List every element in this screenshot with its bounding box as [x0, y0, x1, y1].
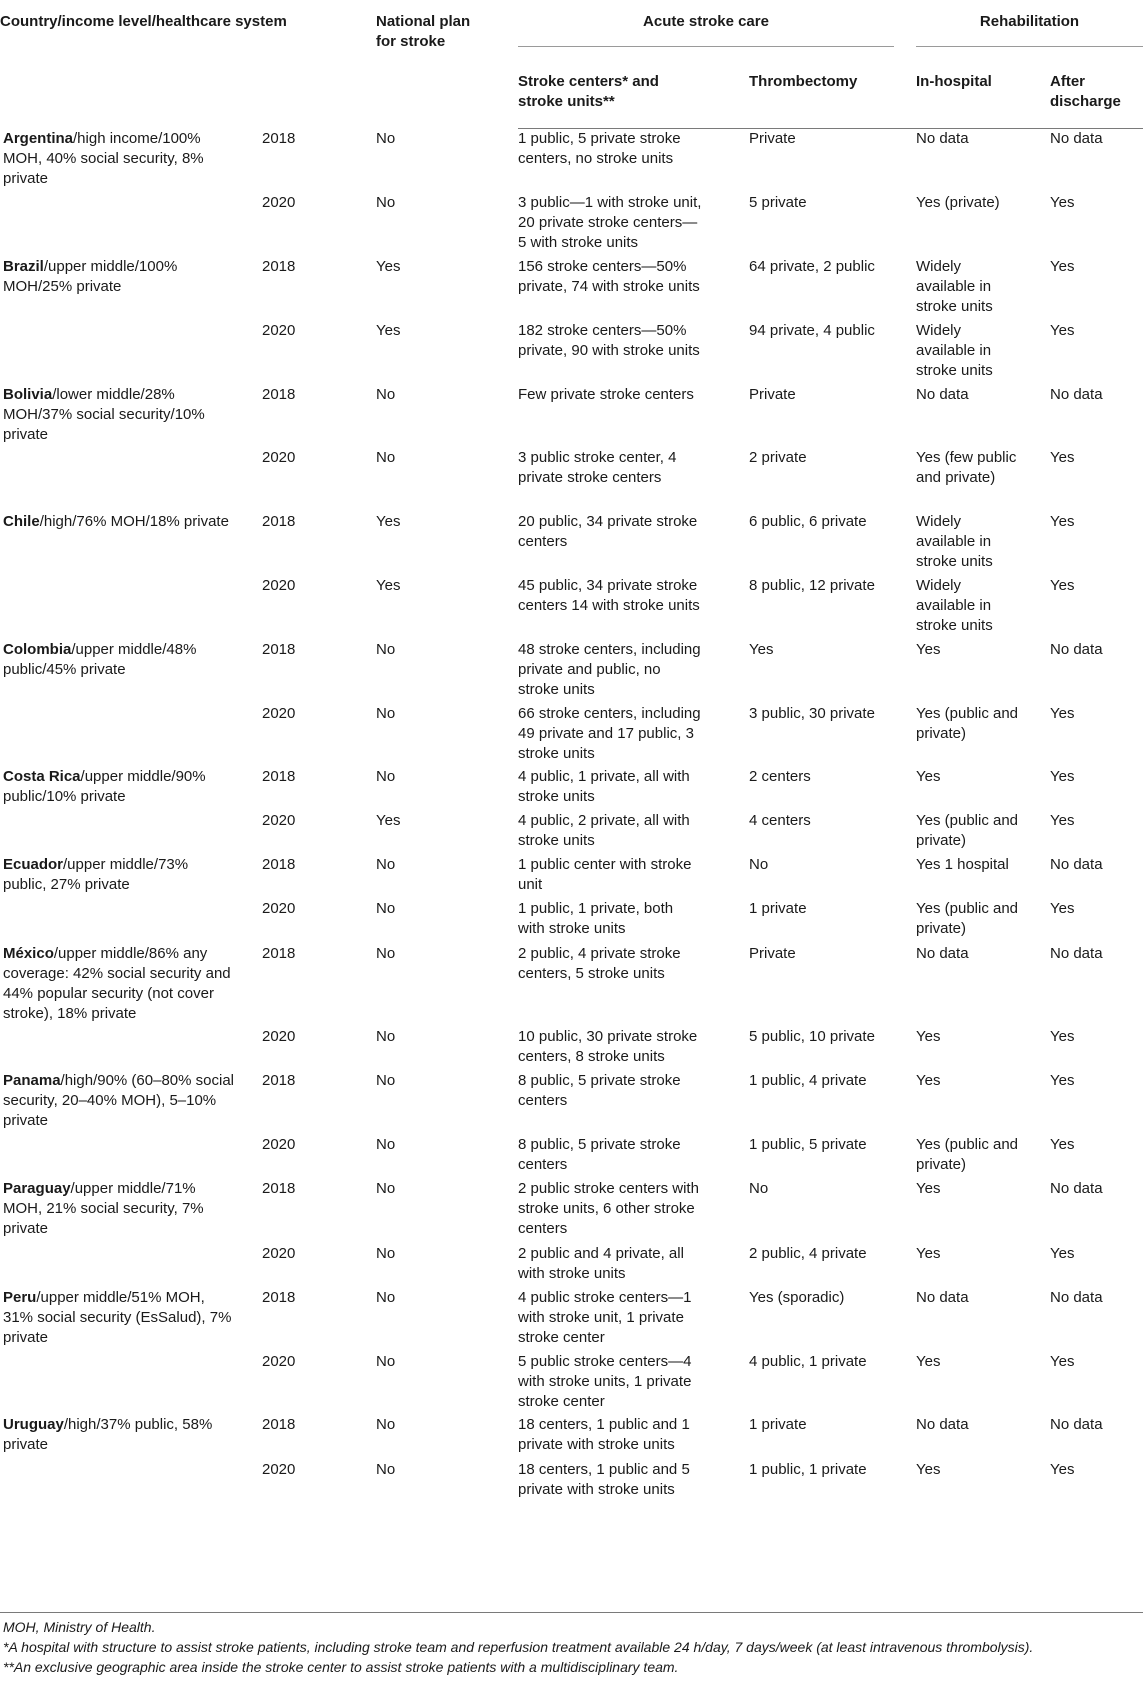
country-cell [0, 512, 262, 640]
stroke-centers-text: 2 public, 4 private stroke centers, 5 stroke units [518, 944, 681, 982]
stroke-centers-cell [518, 1244, 749, 1288]
country-name: Chile [3, 512, 40, 530]
in-hospital-text: Yes (private) [916, 193, 1000, 211]
thrombectomy-cell: Private [749, 385, 796, 403]
country-cell [0, 129, 262, 257]
after-discharge-cell: Yes [1050, 899, 1075, 917]
year-cell: 2020 [262, 1460, 296, 1478]
in-hospital-text: Widely available in stroke units [916, 257, 993, 315]
header-thrombectomy: Thrombectomy [749, 60, 916, 129]
year-cell: 2020 [262, 448, 296, 466]
stroke-centers-text: 66 stroke centers, including 49 private and 17 public, 3 stroke units [518, 704, 701, 762]
thrombectomy-cell: 64 private, 2 public [749, 257, 875, 275]
stroke-centers-cell [518, 576, 749, 640]
thrombectomy-cell: 6 public, 6 private [749, 512, 867, 530]
in-hospital-cell [916, 640, 1050, 704]
after-discharge-cell: No data [1050, 130, 1103, 147]
year-cell: 2020 [262, 1244, 296, 1262]
after-discharge-cell: No data [1050, 944, 1103, 962]
header-stroke-centers: Stroke centers* and stroke units** [518, 60, 749, 129]
year-cell: 2020 [262, 576, 296, 594]
stroke-centers-cell [518, 767, 749, 811]
national-plan-cell: No [376, 704, 396, 722]
in-hospital-text: Yes 1 hospital [916, 855, 1009, 873]
national-plan-cell: No [376, 1244, 396, 1262]
national-plan-cell: Yes [376, 512, 401, 530]
in-hospital-cell [916, 1244, 1050, 1288]
in-hospital-cell [916, 1460, 1050, 1508]
header-national-plan: National plan for stroke [376, 13, 471, 50]
in-hospital-cell [916, 704, 1050, 767]
header-after-discharge: After discharge [1050, 60, 1143, 129]
year-cell: 2018 [262, 767, 296, 785]
national-plan-cell: No [376, 385, 396, 403]
in-hospital-text: Yes [916, 1244, 941, 1262]
header-rehab-group: Rehabilitation [916, 0, 1143, 60]
year-cell: 2020 [262, 1135, 296, 1153]
in-hospital-cell [916, 811, 1050, 855]
year-cell: 2018 [262, 1415, 296, 1433]
national-plan-cell: No [376, 1135, 396, 1153]
country-name: Paraguay [3, 1179, 71, 1197]
stroke-centers-cell [518, 899, 749, 944]
after-discharge-cell: Yes [1050, 576, 1075, 594]
national-plan-cell: No [376, 1027, 396, 1045]
thrombectomy-cell: 1 public, 1 private [749, 1460, 867, 1478]
stroke-centers-cell [518, 321, 749, 385]
stroke-centers-text: 2 public and 4 private, all with stroke units [518, 1244, 684, 1282]
country-details: /high/37% public, 58% private [3, 1415, 213, 1453]
country-name: México [3, 944, 54, 962]
stroke-centers-text: 18 centers, 1 public and 1 private with stroke units [518, 1415, 690, 1453]
country-details: /upper middle/71% MOH, 21% social security, 7% private [3, 1179, 204, 1237]
after-discharge-cell: Yes [1050, 1244, 1075, 1262]
in-hospital-cell [916, 1415, 1050, 1460]
national-plan-cell: No [376, 855, 396, 873]
in-hospital-text: No data [916, 1288, 969, 1306]
year-cell: 2020 [262, 321, 296, 339]
in-hospital-cell [916, 855, 1050, 899]
year-cell: 2018 [262, 129, 296, 147]
stroke-centers-cell [518, 855, 749, 899]
after-discharge-cell: No data [1050, 1415, 1103, 1433]
table-row [0, 1179, 1143, 1244]
thrombectomy-cell: 3 public, 30 private [749, 704, 875, 722]
country-details: /upper middle/51% MOH, 31% social security (EsSalud), 7% private [3, 1288, 232, 1346]
in-hospital-text: Yes [916, 1071, 941, 1089]
year-cell: 2020 [262, 811, 296, 829]
year-cell: 2018 [262, 640, 296, 658]
thrombectomy-cell: 1 private [749, 1415, 807, 1433]
stroke-centers-cell [518, 1027, 749, 1071]
country-cell [0, 944, 262, 1071]
thrombectomy-cell: 2 public, 4 private [749, 1244, 867, 1262]
after-discharge-cell: Yes [1050, 193, 1075, 211]
national-plan-cell: No [376, 129, 396, 147]
stroke-centers-text: 48 stroke centers, including private and public, no stroke units [518, 640, 701, 698]
national-plan-cell: No [376, 1071, 396, 1089]
stroke-centers-text: 8 public, 5 private stroke centers [518, 1135, 681, 1173]
thrombectomy-cell: 1 public, 5 private [749, 1135, 867, 1153]
thrombectomy-cell: Yes [749, 640, 774, 658]
footnote-stroke-unit: **An exclusive geographic area inside the stroke center to assist stroke patients with a multidisciplinary team. [3, 1659, 679, 1675]
table-row [0, 385, 1143, 448]
header-in-hospital: In-hospital [916, 60, 1050, 129]
stroke-centers-cell [518, 811, 749, 855]
national-plan-cell: No [376, 448, 396, 466]
in-hospital-text: No data [916, 944, 969, 962]
thrombectomy-cell: 1 private [749, 899, 807, 917]
country-name: Brazil [3, 257, 44, 275]
stroke-centers-cell [518, 1352, 749, 1415]
national-plan-cell: No [376, 193, 396, 211]
national-plan-cell: No [376, 1179, 396, 1197]
table-body [0, 129, 1143, 1508]
year-cell: 2020 [262, 704, 296, 722]
after-discharge-cell: No data [1050, 855, 1103, 873]
stroke-centers-cell [518, 944, 749, 1027]
after-discharge-cell: Yes [1050, 811, 1075, 829]
national-plan-cell: Yes [376, 811, 401, 829]
stroke-centers-cell [518, 1460, 749, 1508]
country-details: /high/76% MOH/18% private [39, 512, 229, 530]
header-acute-group: Acute stroke care [518, 0, 916, 60]
country-details: /high income/100% MOH, 40% social security, 8% private [3, 129, 204, 187]
stroke-centers-cell [518, 257, 749, 321]
country-cell [0, 640, 262, 767]
after-discharge-cell: Yes [1050, 448, 1075, 466]
stroke-centers-text: 4 public stroke centers—1 with stroke unit, 1 private stroke center [518, 1288, 692, 1346]
stroke-centers-text: 5 public stroke centers—4 with stroke units, 1 private stroke center [518, 1352, 692, 1410]
table-row [0, 1415, 1143, 1460]
table-row [0, 129, 1143, 193]
country-details: /high/90% (60–80% social security, 20–40% MOH), 5–10% private [3, 1071, 234, 1129]
in-hospital-text: Yes [916, 1027, 941, 1045]
year-cell: 2020 [262, 1352, 296, 1370]
thrombectomy-cell: 1 public, 4 private [749, 1071, 867, 1089]
year-cell: 2020 [262, 1027, 296, 1045]
national-plan-cell: No [376, 640, 396, 658]
in-hospital-cell [916, 899, 1050, 944]
national-plan-cell: No [376, 899, 396, 917]
after-discharge-cell: Yes [1050, 1027, 1075, 1045]
stroke-centers-cell [518, 385, 749, 448]
table-footnotes [3, 1617, 1141, 1677]
year-cell: 2018 [262, 257, 296, 275]
national-plan-cell: No [376, 767, 396, 785]
national-plan-cell: Yes [376, 257, 401, 275]
in-hospital-cell [916, 1288, 1050, 1352]
stroke-centers-text: 3 public—1 with stroke unit, 20 private stroke centers—5 with stroke units [518, 193, 702, 251]
in-hospital-cell [916, 767, 1050, 811]
after-discharge-cell: Yes [1050, 1135, 1075, 1153]
in-hospital-text: Widely available in stroke units [916, 576, 993, 634]
stroke-centers-cell [518, 1288, 749, 1352]
table-row [0, 944, 1143, 1027]
table-row [0, 1288, 1143, 1352]
in-hospital-text: Yes [916, 767, 941, 785]
after-discharge-cell: Yes [1050, 1352, 1075, 1370]
year-cell: 2018 [262, 512, 296, 530]
thrombectomy-cell: Private [749, 130, 796, 147]
country-details: /upper middle/73% public, 27% private [3, 855, 189, 893]
country-cell [0, 1179, 262, 1288]
thrombectomy-cell: 5 private [749, 193, 807, 211]
after-discharge-cell: Yes [1050, 512, 1075, 530]
thrombectomy-cell: 94 private, 4 public [749, 321, 875, 339]
year-cell: 2018 [262, 1288, 296, 1306]
stroke-centers-cell [518, 1135, 749, 1179]
in-hospital-cell [916, 944, 1050, 1027]
stroke-centers-text: 4 public, 1 private, all with stroke units [518, 767, 690, 805]
in-hospital-cell [916, 1135, 1050, 1179]
table-row [0, 767, 1143, 811]
stroke-centers-text: 8 public, 5 private stroke centers [518, 1071, 681, 1109]
stroke-centers-text: 1 public, 1 private, both with stroke units [518, 899, 674, 937]
in-hospital-text: Yes (few public and private) [916, 448, 1017, 486]
in-hospital-cell [916, 257, 1050, 321]
in-hospital-text: Yes [916, 1352, 941, 1370]
country-name: Panama [3, 1071, 61, 1089]
stroke-centers-text: 1 public center with stroke unit [518, 855, 692, 893]
country-details: /upper middle/86% any coverage: 42% social security and 44% popular security (not cover stroke), 18% private [3, 944, 231, 1022]
in-hospital-text: Widely available in stroke units [916, 321, 993, 379]
in-hospital-cell [916, 1027, 1050, 1071]
table-header [0, 0, 1143, 129]
stroke-centers-text: 1 public, 5 private stroke centers, no stroke units [518, 130, 681, 167]
in-hospital-cell [916, 1352, 1050, 1415]
after-discharge-cell: Yes [1050, 1071, 1075, 1089]
after-discharge-cell: No data [1050, 1179, 1103, 1197]
stroke-centers-cell [518, 640, 749, 704]
stroke-centers-cell [518, 512, 749, 576]
after-discharge-cell: Yes [1050, 1460, 1075, 1478]
in-hospital-cell [916, 193, 1050, 257]
year-cell: 2018 [262, 855, 296, 873]
stroke-centers-text: 10 public, 30 private stroke centers, 8 stroke units [518, 1027, 698, 1065]
country-details: /upper middle/90% public/10% private [3, 767, 206, 805]
stroke-centers-text: Few private stroke centers [518, 385, 694, 403]
national-plan-cell: No [376, 944, 396, 962]
in-hospital-cell [916, 129, 1050, 193]
year-cell: 2018 [262, 385, 296, 403]
stroke-centers-text: 18 centers, 1 public and 5 private with stroke units [518, 1460, 690, 1498]
after-discharge-cell: Yes [1050, 767, 1075, 785]
national-plan-cell: Yes [376, 576, 401, 594]
stroke-centers-cell [518, 193, 749, 257]
national-plan-cell: No [376, 1415, 396, 1433]
table-row [0, 512, 1143, 576]
in-hospital-text: No data [916, 130, 969, 147]
thrombectomy-cell: 2 private [749, 448, 807, 466]
in-hospital-text: Yes [916, 1460, 941, 1478]
footnote-stroke-center: *A hospital with structure to assist stroke patients, including stroke team and reperfusion treatment available 24 h/day, 7 days/week (at least intravenous thrombolysis). [3, 1639, 1034, 1655]
stroke-centers-text: 156 stroke centers—50% private, 74 with stroke units [518, 257, 700, 295]
after-discharge-cell: No data [1050, 1288, 1103, 1306]
country-cell [0, 1071, 262, 1179]
country-name: Costa Rica [3, 767, 81, 785]
country-cell [0, 257, 262, 385]
country-details: /upper middle/48% public/45% private [3, 640, 197, 678]
country-name: Bolivia [3, 385, 53, 403]
after-discharge-cell: Yes [1050, 321, 1075, 339]
in-hospital-text: No data [916, 385, 969, 403]
country-name: Peru [3, 1288, 37, 1306]
in-hospital-text: Yes (public and private) [916, 1135, 1019, 1173]
in-hospital-text: Yes (public and private) [916, 811, 1019, 849]
in-hospital-cell [916, 512, 1050, 576]
year-cell: 2020 [262, 899, 296, 917]
header-country: Country/income level/healthcare system [0, 13, 287, 30]
national-plan-cell: Yes [376, 321, 401, 339]
in-hospital-text: Yes (public and private) [916, 704, 1019, 742]
table-row [0, 257, 1143, 321]
country-cell [0, 855, 262, 944]
stroke-centers-text: 182 stroke centers—50% private, 90 with stroke units [518, 321, 700, 359]
country-details: /upper middle/100% MOH/25% private [3, 257, 178, 295]
in-hospital-text: Widely available in stroke units [916, 512, 993, 570]
stroke-centers-text: 45 public, 34 private stroke centers 14 with stroke units [518, 576, 700, 614]
year-cell: 2018 [262, 1071, 296, 1089]
in-hospital-cell [916, 385, 1050, 448]
thrombectomy-cell: 4 centers [749, 811, 811, 829]
country-name: Uruguay [3, 1415, 64, 1433]
in-hospital-cell [916, 448, 1050, 512]
country-name: Ecuador [3, 855, 64, 873]
after-discharge-cell: Yes [1050, 704, 1075, 722]
year-cell: 2020 [262, 193, 296, 211]
in-hospital-cell [916, 321, 1050, 385]
country-cell [0, 385, 262, 512]
stroke-centers-text: 2 public stroke centers with stroke units, 6 other stroke centers [518, 1179, 699, 1237]
stroke-centers-cell [518, 129, 749, 193]
thrombectomy-cell: 4 public, 1 private [749, 1352, 867, 1370]
after-discharge-cell: No data [1050, 385, 1103, 403]
stroke-centers-cell [518, 704, 749, 767]
stroke-centers-cell [518, 448, 749, 512]
country-details: /lower middle/28% MOH/37% social security/10% private [3, 385, 205, 443]
thrombectomy-cell: No [749, 1179, 769, 1197]
thrombectomy-cell: Private [749, 944, 796, 962]
footer-divider [0, 1612, 1143, 1613]
stroke-centers-text: 4 public, 2 private, all with stroke units [518, 811, 690, 849]
after-discharge-cell: No data [1050, 640, 1103, 658]
year-cell: 2018 [262, 944, 296, 962]
thrombectomy-cell: Yes (sporadic) [749, 1288, 845, 1306]
table-row [0, 855, 1143, 899]
thrombectomy-cell: 8 public, 12 private [749, 576, 875, 594]
in-hospital-text: Yes [916, 1179, 941, 1197]
stroke-centers-text: 3 public stroke center, 4 private stroke centers [518, 448, 677, 486]
country-cell [0, 767, 262, 855]
in-hospital-cell [916, 1179, 1050, 1244]
thrombectomy-cell: 2 centers [749, 767, 811, 785]
in-hospital-text: Yes (public and private) [916, 899, 1019, 937]
country-cell [0, 1415, 262, 1508]
in-hospital-cell [916, 576, 1050, 640]
stroke-centers-cell [518, 1071, 749, 1135]
in-hospital-text: No data [916, 1415, 969, 1433]
country-name: Argentina [3, 129, 74, 147]
country-cell [0, 1288, 262, 1415]
thrombectomy-cell: 5 public, 10 private [749, 1027, 875, 1045]
stroke-centers-cell [518, 1415, 749, 1460]
thrombectomy-cell: No [749, 855, 769, 873]
national-plan-cell: No [376, 1352, 396, 1370]
country-name: Colombia [3, 640, 72, 658]
national-plan-cell: No [376, 1288, 396, 1306]
footnote-moh: MOH, Ministry of Health. [3, 1619, 156, 1635]
national-plan-cell: No [376, 1460, 396, 1478]
in-hospital-cell [916, 1071, 1050, 1135]
in-hospital-text: Yes [916, 640, 941, 658]
stroke-centers-cell [518, 1179, 749, 1244]
after-discharge-cell: Yes [1050, 257, 1075, 275]
stroke-centers-text: 20 public, 34 private stroke centers [518, 512, 698, 550]
table-row [0, 640, 1143, 704]
table-row [0, 1071, 1143, 1135]
year-cell: 2018 [262, 1179, 296, 1197]
